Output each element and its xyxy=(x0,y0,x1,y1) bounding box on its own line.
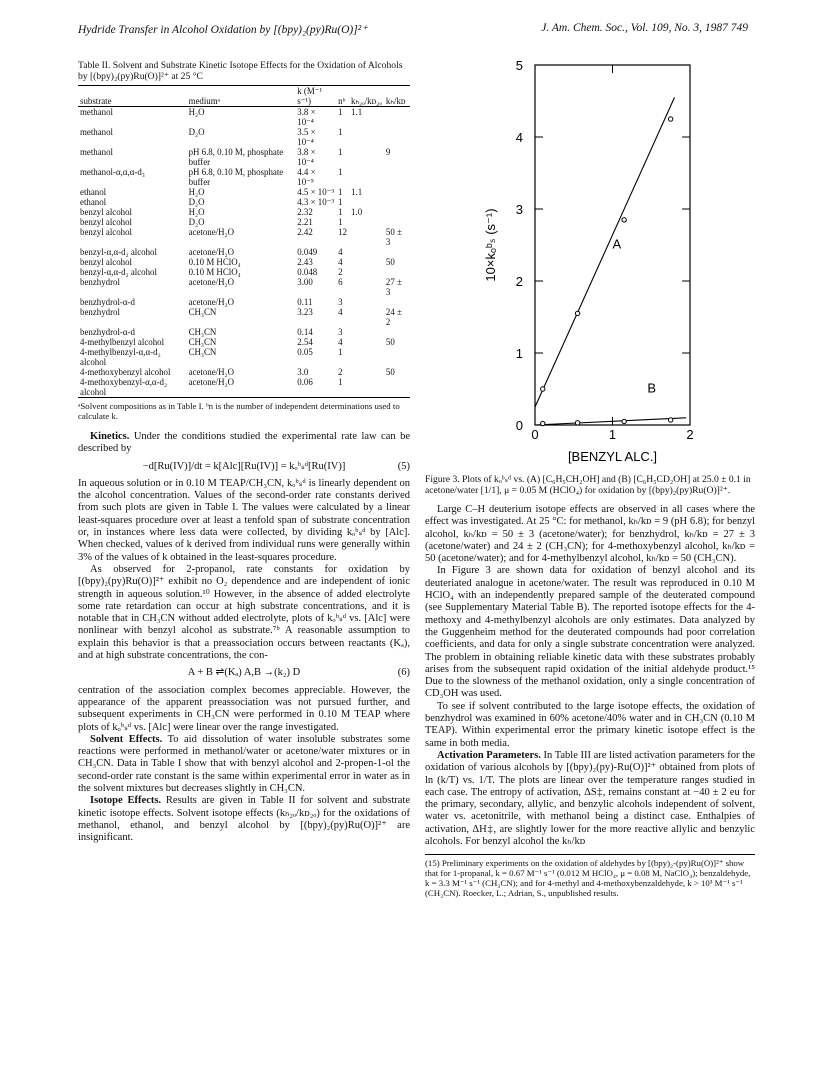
activation-paragraph: Activation Parameters. In Table III are listed activation parameters for the oxidation of various alcohols by [(bpy)₂(py)-Ru(O)]²⁺ obtained from plots of ln (k/T) vs. 1/T. The plots are linear over the temperature ranges studied in each case. The entropy of activation, ΔS‡, remains constant at −40 ± 2 eu for the primary, secondary, allylic, and benzylic alcohols independent of solvent, water vs. acetonitrile, with methanol being a distinct case. Enthalpies of activation, ΔH‡, are slightly lower for the more reactive allylic and benzylic alcohols. For benzyl alcohol the kₕ/kᴅ xyxy=(425,749,755,848)
table-cell xyxy=(349,277,384,297)
table-cell: methanol xyxy=(80,127,114,137)
table-cell: benzyl alcohol xyxy=(80,227,132,237)
activation-heading: Activation Parameters. xyxy=(437,749,541,761)
table-row xyxy=(78,307,410,327)
table-cell: 3.0 xyxy=(297,367,309,377)
table-cell: 50 xyxy=(385,337,395,347)
paragraph-kinetics-3: centration of the association complex becomes appreciable. However, the appearance of the apparent preassociation was not pursued further, and subsequent experiments in CH₃CN were performed in 0.10 M TEAP where plots of kₒᵇₛᵈ vs. [Alc] were linear over the range investigated. xyxy=(78,684,410,733)
table-cell: 2.42 xyxy=(297,227,313,237)
table-cell: 50 ± 3 xyxy=(385,227,402,247)
table-cell: benzyl alcohol xyxy=(80,207,132,217)
table-cell: pH 6.8, 0.10 M, phosphate buffer xyxy=(188,167,284,187)
table-cell xyxy=(349,307,384,327)
table-cell xyxy=(349,327,384,337)
table-cell: 4.5 × 10⁻³ xyxy=(297,187,335,197)
table-cell: 2 xyxy=(338,267,343,277)
table-header-2: k (M⁻¹ s⁻¹) xyxy=(295,86,336,107)
table-row xyxy=(78,207,410,217)
table-cell: 6 xyxy=(338,277,343,287)
table-cell: benzhydrol xyxy=(80,307,120,317)
table-header-0: substrate xyxy=(78,86,187,107)
table-cell: CH₃CN xyxy=(188,307,217,317)
header-journal: J. Am. Chem. Soc., Vol. 109, No. 3, 1987 749 xyxy=(541,22,748,34)
table-header-1: mediumᵃ xyxy=(187,86,296,107)
table-cell: ethanol xyxy=(80,187,107,197)
table-cell: 1.1 xyxy=(351,107,363,117)
table-cell xyxy=(384,267,410,277)
table-row xyxy=(78,337,410,347)
series-B-fit-line xyxy=(535,418,686,425)
y-tick-label: 2 xyxy=(515,274,523,289)
table-row xyxy=(78,107,410,128)
table-row xyxy=(78,227,410,247)
table-cell: 2.21 xyxy=(297,217,313,227)
table-cell: acetone/H₂O xyxy=(188,367,235,377)
table-cell: benzhydrol xyxy=(80,277,120,287)
table-cell: D₂O xyxy=(188,217,205,227)
table-cell: methanol xyxy=(80,107,114,117)
series-A-point xyxy=(668,117,672,121)
table-cell xyxy=(349,337,384,347)
table-cell: 0.048 xyxy=(297,267,318,277)
table-cell: 0.05 xyxy=(297,347,313,357)
table-cell xyxy=(349,377,384,398)
series-B-point xyxy=(541,421,545,425)
table-cell xyxy=(349,147,384,167)
table-cell: acetone/H₂O xyxy=(188,247,235,257)
table-cell: 1.0 xyxy=(351,207,363,217)
table-cell xyxy=(384,127,410,147)
table-cell: 24 ± 2 xyxy=(385,307,402,327)
table-row xyxy=(78,217,410,227)
table-cell: 3 xyxy=(338,297,343,307)
table-cell: 2.32 xyxy=(297,207,313,217)
table-caption: Table II. Solvent and Substrate Kinetic Isotope Effects for the Oxidation of Alcohols by [(bpy)₂(py)Ru(O)]²⁺ at 25 °C xyxy=(78,60,403,82)
table-cell: 1 xyxy=(338,217,343,227)
paragraph-figure3: In Figure 3 are shown data for oxidation of benzyl alcohol and its deuteriated analogue in acetone/water. The result was reproduced in 0.10 M HClO₄ with an independently prepared sample of the deuterated compound (see Supplementary Material Table B). The reported isotope effects for the 4-methoxy and 4-methylbenzyl alcohols are only estimates. Data analyzed by the Guggenheim method for the deuterated compounds had poor correlation coefficients, and data for only a single substrate concentration were analyzed. The problem in obtaining reliable kinetic data with these substrates probably arises from the subsequent rapid oxidation of the initial aldehyde product.¹⁵ Due to the slowness of the methanol oxidation, only a single concentration of CD₃OH was used. xyxy=(425,565,755,700)
table-cell: 1 xyxy=(338,197,343,207)
table-cell: 4 xyxy=(338,257,343,267)
x-tick-label: 1 xyxy=(608,427,617,442)
table-cell xyxy=(384,297,410,307)
table-cell: D₂O xyxy=(188,197,205,207)
y-tick-label: 3 xyxy=(515,202,523,217)
table-row xyxy=(78,267,410,277)
table-cell xyxy=(349,227,384,247)
table-row xyxy=(78,347,410,367)
solvent-heading: Solvent Effects. xyxy=(90,733,163,745)
table-header-5: kₕ/kᴅ xyxy=(384,86,410,107)
table-cell xyxy=(384,377,410,398)
x-tick-label: 2 xyxy=(686,427,694,442)
table-cell: 1.1 xyxy=(351,187,363,197)
table-cell: 4.4 × 10⁻⁵ xyxy=(297,167,316,187)
table-cell: 1 xyxy=(338,167,343,177)
series-A-point xyxy=(622,218,626,222)
table-cell: 12 xyxy=(338,227,348,237)
header-title: Hydride Transfer in Alcohol Oxidation by [(bpy)₂(py)Ru(O)]²⁺ xyxy=(78,24,368,36)
table-cell: 3 xyxy=(338,327,343,337)
series-A-label: A xyxy=(612,236,622,252)
table-cell: benzhydrol-α-d xyxy=(80,327,135,337)
table-cell: ethanol xyxy=(80,197,107,207)
table-cell xyxy=(349,197,384,207)
table-cell: 3.5 × 10⁻⁴ xyxy=(297,127,316,147)
table-row xyxy=(78,277,410,297)
table-header-3: nᵇ xyxy=(336,86,349,107)
table-cell: 3.00 xyxy=(297,277,313,287)
table-row xyxy=(78,367,410,377)
table-cell: H₂O xyxy=(188,207,205,217)
table-cell: 50 xyxy=(385,257,395,267)
table-cell: CH₃CN xyxy=(188,347,217,357)
table-cell xyxy=(349,297,384,307)
table-cell: CH₃CN xyxy=(188,327,217,337)
y-tick-label: 0 xyxy=(515,418,523,433)
table-cell xyxy=(384,167,410,187)
y-tick-label: 4 xyxy=(515,130,523,145)
table-cell: 50 xyxy=(385,367,395,377)
paragraph-kinetics-1: In aqueous solution or in 0.10 M TEAP/CH₃CN, kₒᵇₛᵈ is linearly dependent on the alcohol concentration. Values of the second-order rate constants derived from such plots are given in Table I. The values were calculated by a linear least-squares procedure over at least a tenfold span of substrate concentration or, in instances where less data were collected, by dividing kₒᵇₛᵈ by [Alc]. When checked, values of k derived from individual runs were generally within 3% of the values of k obtained in the least-squares procedure. xyxy=(78,477,410,563)
kinetics-heading: Kinetics. xyxy=(90,431,130,442)
table-cell: 1 xyxy=(338,207,343,217)
figure-caption: Figure 3. Plots of kₒᵇₛᵈ vs. (A) [C₆H₅CH₂OH] and (B) [C₆H₅CD₂OH] at 25.0 ± 0.1 in acetone/water [1/1], μ = 0.05 M (HClO₄) for oxidation by [(bpy)₂(py)Ru(O)]²⁺. xyxy=(425,474,751,496)
table-cell: 1 xyxy=(338,127,343,137)
paragraph-isotope-results: Large C–H deuterium isotope effects are observed in all cases where the effect was investigated. At 25 °C: for methanol, kₕ/kᴅ = 9 (pH 6.8); for benzyl alcohol, kₕ/kᴅ = 50 ± 3 (acetone/water); for benzhydrol, kₕ/kᴅ = 27 ± 3 (acetone/water) and 24 ± 2 (CH₃CN); for 4-methoxybenzyl alcohol, kₕ/kᴅ = 50 (acetone/water); and for 4-methylbenzyl alcohol, kₕ/kᴅ = 50 (CH₃CN). xyxy=(425,504,755,565)
table-cell: acetone/H₂O xyxy=(188,227,235,237)
table-cell: H₂O xyxy=(188,187,205,197)
table-cell: acetone/H₂O xyxy=(188,277,235,287)
series-A-point xyxy=(541,387,545,391)
table-cell xyxy=(349,247,384,257)
table-cell: pH 6.8, 0.10 M, phosphate buffer xyxy=(188,147,284,167)
table-cell: 0.11 xyxy=(297,297,313,307)
solvent-paragraph: Solvent Effects. To aid dissolution of water insoluble substrates some reactions were performed in methanol/water or acetone/water mixtures or in CH₃CN. Data in Table I show that with benzyl alcohol and 2-propen-1-ol the second-order rate constant is the same within experimental error in water as in the solvent mixtures but decreases slightly in CH₃CN. xyxy=(78,733,411,795)
x-tick-label: 0 xyxy=(531,427,539,442)
table-cell: 4-methoxybenzyl-α,α-d₂ alcohol xyxy=(80,377,168,397)
series-A-fit-line xyxy=(535,97,675,407)
table-row xyxy=(78,247,410,257)
isotope-table xyxy=(78,85,410,398)
table-cell: 0.06 xyxy=(297,377,313,387)
table-cell xyxy=(349,217,384,227)
table-row xyxy=(78,187,410,197)
equation-5: −d[Ru(IV)]/dt = k[Alc][Ru(IV)] = kₒᵇₛᵈ[Ru(IV)] (5) xyxy=(142,460,410,472)
table-cell: 0.10 M HClO₄ xyxy=(188,267,241,277)
table-cell: 3.8 × 10⁻⁴ xyxy=(297,147,316,167)
figure-3-chart xyxy=(425,60,755,470)
table-cell: benzyl alcohol xyxy=(80,217,132,227)
table-row xyxy=(78,377,410,398)
table-cell: 4 xyxy=(338,337,343,347)
table-row xyxy=(78,327,410,337)
table-cell xyxy=(384,327,410,337)
table-cell: 2.54 xyxy=(297,337,313,347)
table-cell: benzyl-α,α-d₂ alcohol xyxy=(80,247,157,257)
table-cell: 4.3 × 10⁻³ xyxy=(297,197,335,207)
x-axis-label: [BENZYL ALC.] xyxy=(567,449,658,464)
series-B-label: B xyxy=(647,380,657,396)
table-row xyxy=(78,167,410,187)
table-cell xyxy=(349,347,384,367)
table-cell: benzyl-α,α-d₂ alcohol xyxy=(80,267,157,277)
table-cell xyxy=(349,127,384,147)
series-A-point xyxy=(575,311,579,315)
table-cell xyxy=(384,187,410,197)
table-cell xyxy=(384,247,410,257)
table-cell: 27 ± 3 xyxy=(385,277,402,297)
kinetics-paragraph: Kinetics. Under the conditions studied the experimental rate law can be described by xyxy=(78,431,410,455)
table-cell: methanol-α,α,α-d₃ xyxy=(80,167,145,177)
table-cell: 4 xyxy=(338,307,343,317)
table-cell: 1 xyxy=(338,107,343,117)
table-cell: 0.049 xyxy=(297,247,318,257)
table-cell xyxy=(384,207,410,217)
table-cell: 4 xyxy=(338,247,343,257)
table-cell: acetone/H₂O xyxy=(188,377,235,387)
table-row xyxy=(78,297,410,307)
series-B-point xyxy=(668,418,672,422)
table-footnote: ᵃSolvent compositions as in Table I. ᵇn is the number of independent determinations used to calculate k. xyxy=(78,401,400,421)
right-column xyxy=(425,60,755,898)
table-cell: 3.8 × 10⁻⁴ xyxy=(297,107,316,127)
isotope-heading: Isotope Effects. xyxy=(90,795,162,807)
y-axis-label: 10×kₒᵇₛ (s⁻¹) xyxy=(483,208,498,282)
table-row xyxy=(78,257,410,267)
table-cell: CH₃CN xyxy=(188,337,217,347)
table-cell xyxy=(384,107,410,128)
table-cell: 2.43 xyxy=(297,257,313,267)
isotope-paragraph: Isotope Effects. Results are given in Table II for solvent and substrate kinetic isotope effects. Solvent isotope effects (kₕ₂ₒ/kᴅ₂ₒ) for the oxidations of methanol, ethanol, and benzyl alcohol by [(bpy)₂(py)Ru(O)]²⁺ are insignificant. xyxy=(78,795,410,844)
table-header-4: kₕ₂ₒ/kᴅ₂ₒ xyxy=(349,86,384,107)
table-cell: 2 xyxy=(338,367,343,377)
paragraph-kinetics-2: As observed for 2-propanol, rate constants for oxidation by [(bpy)₂(py)Ru(O)]²⁺ exhibit no O₂ dependence and are independent of ionic strength in aqueous solution.¹⁰ However, in the absence of added electrolyte some rate retardation can occur at high substrate concentrations, and it is notable that in CH₃CN without added electrolyte, plots of kₒᵇₛᵈ vs. [Alc] were nonlinear with benzyl alcohol as substrate.⁷ᵇ A reasonable assumption to explain this behavior is that a preassociation occurs between reactants (Kₐ), and at high substrate concentrations, the con- xyxy=(78,563,410,662)
series-B-point xyxy=(575,421,579,425)
table-cell: benzhydrol-α-d xyxy=(80,297,135,307)
table-cell xyxy=(349,167,384,187)
series-B-point xyxy=(622,419,626,423)
table-cell: 1 xyxy=(338,187,343,197)
table-cell xyxy=(349,267,384,277)
table-row xyxy=(78,197,410,207)
y-tick-label: 5 xyxy=(515,60,523,73)
table-cell xyxy=(349,367,384,377)
table-cell: benzyl alcohol xyxy=(80,257,132,267)
table-cell xyxy=(384,197,410,207)
y-tick-label: 1 xyxy=(515,346,523,361)
table-cell: 4-methylbenzyl alcohol xyxy=(80,337,165,347)
left-column xyxy=(78,60,410,845)
table-row xyxy=(78,127,410,147)
table-cell: 1 xyxy=(338,147,343,157)
table-cell: 0.14 xyxy=(297,327,313,337)
table-cell: acetone/H₂O xyxy=(188,297,235,307)
equation-6: A + B ⇌(Kₐ) A,B →(k₂) D (6) xyxy=(187,667,410,679)
table-cell: 9 xyxy=(385,147,391,157)
reference-15: (15) Preliminary experiments on the oxidation of aldehydes by [(bpy)₂-(py)Ru(O)]²⁺ show that for 1-propanal, k = 0.67 M⁻¹ s⁻¹ (0.012 M HClO₄, μ = 0.08 M, NaClO₄); benzaldehyde, k = 3.3 M⁻¹ s⁻¹ (CH₃CN); and for 4-methyl and 4-methoxybenzaldehyde, k > 10³ M⁻¹ s⁻¹ (CH₃CN). Roecker, L.; Adrian, S., unpublished results. xyxy=(425,854,755,898)
table-cell: H₂O xyxy=(188,107,205,117)
table-cell xyxy=(349,257,384,267)
table-cell: D₂O xyxy=(188,127,205,137)
table-cell xyxy=(384,347,410,367)
table-cell: methanol xyxy=(80,147,114,157)
paragraph-solvent-isotope: To see if solvent contributed to the large isotope effects, the oxidation of benzhydrol was examined in 60% acetone/40% water and in CH₃CN (0.10 M TEAP). Within experimental error the primary kinetic isotope effect is the same in both media. xyxy=(425,700,755,749)
table-cell: 1 xyxy=(338,347,343,357)
table-row xyxy=(78,147,410,167)
chart-svg xyxy=(425,60,755,470)
table-cell: 3.23 xyxy=(297,307,313,317)
table-cell: 4-methylbenzyl-α,α-d₂ alcohol xyxy=(80,347,161,367)
table-cell: 0.10 M HClO₄ xyxy=(188,257,241,267)
table-cell xyxy=(384,217,410,227)
table-cell: 4-methoxybenzyl alcohol xyxy=(80,367,171,377)
table-cell: 1 xyxy=(338,377,343,387)
